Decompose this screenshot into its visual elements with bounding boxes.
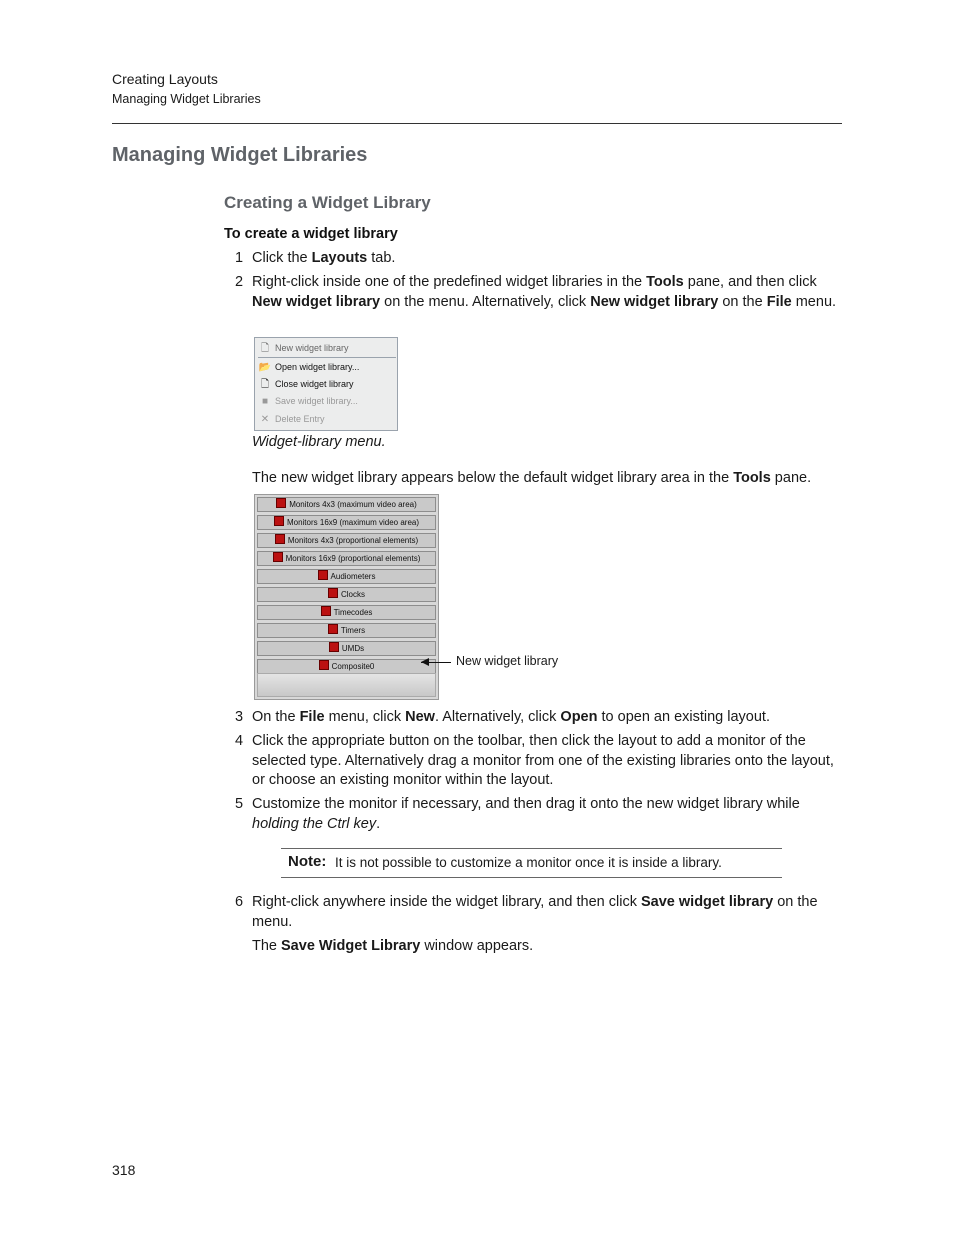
running-header-section: Managing Widget Libraries: [112, 92, 261, 106]
library-icon: [319, 660, 329, 670]
library-icon: [328, 624, 338, 634]
menu-item-new-widget-library: 🗋 New widget library: [258, 340, 396, 358]
library-icon: [329, 642, 339, 652]
widget-library-row: Monitors 16x9 (maximum video area): [257, 515, 436, 530]
library-icon: [321, 606, 331, 616]
open-folder-icon: 📂: [258, 362, 272, 373]
step-2-text: Right-click inside one of the predefined widget libraries in the Tools pane, and then click New widget library on the menu. Alternatively, click New widget library on the File menu.: [252, 274, 837, 310]
library-icon: [328, 588, 338, 598]
widget-library-menu-screenshot: [254, 337, 398, 431]
header-rule: [112, 123, 842, 124]
library-empty-area: [257, 673, 436, 697]
note-bottom-rule: [281, 877, 782, 878]
note-label: Note:: [288, 853, 327, 870]
procedure-title: To create a widget library: [224, 226, 398, 242]
widget-library-row: Monitors 4x3 (maximum video area): [257, 497, 436, 512]
step-1-text: Click the Layouts tab.: [252, 250, 396, 266]
menu-item-save-widget-library: ■ Save widget library...: [258, 393, 396, 410]
step-6-text: Right-click anywhere inside the widget library, and then click Save widget library on the menu.: [252, 894, 818, 930]
menu-item-delete-entry: ✕ Delete Entry: [258, 411, 396, 428]
callout-new-widget-library: New widget library: [456, 654, 559, 668]
step-3-text: On the File menu, click New. Alternatively, click Open to open an existing layout.: [252, 709, 770, 725]
section-heading: Managing Widget Libraries: [112, 144, 368, 166]
menu-item-open-widget-library: 📂 Open widget library...: [258, 359, 396, 376]
widget-library-row: UMDs: [257, 641, 436, 656]
widget-library-row-new: Composite0: [257, 659, 436, 674]
library-icon: [274, 516, 284, 526]
save-disk-icon: ■: [261, 396, 269, 407]
step-5-number: 5: [235, 796, 244, 812]
new-document-icon: 🗋: [260, 343, 270, 354]
step-1-number: 1: [235, 250, 244, 266]
widget-library-row: Audiometers: [257, 569, 436, 584]
step-3-number: 3: [235, 709, 244, 725]
step-4-text: Click the appropriate button on the toolbar, then click the layout to add a monitor of the selected type. Alternatively drag a monitor from one of the existing libraries onto the layout, or choose an existing monitor within the layout.: [252, 733, 834, 788]
menu-item-close-widget-library: 🗋 Close widget library: [258, 376, 396, 393]
widget-library-row: Timers: [257, 623, 436, 638]
step-6-result: The Save Widget Library window appears.: [252, 938, 534, 954]
step-6-number: 6: [235, 894, 244, 910]
running-header-chapter: Creating Layouts: [112, 71, 218, 87]
page-number: 318: [112, 1162, 136, 1178]
library-icon: [273, 552, 283, 562]
note-top-rule: [281, 848, 782, 849]
delete-x-icon: ✕: [260, 414, 270, 425]
library-icon: [276, 498, 286, 508]
subsection-heading: Creating a Widget Library: [224, 193, 431, 212]
callout-arrow-line: [421, 662, 451, 663]
close-document-icon: 🗋: [260, 379, 270, 390]
widget-library-row: Monitors 16x9 (proportional elements): [257, 551, 436, 566]
note-text: It is not possible to customize a monitor once it is inside a library.: [335, 855, 722, 870]
step-5-text: Customize the monitor if necessary, and then drag it onto the new widget library while holding the Ctrl key.: [252, 796, 800, 832]
step-2-number: 2: [235, 274, 244, 290]
figure-caption: Widget-library menu.: [252, 434, 386, 450]
widget-library-list-screenshot: [254, 494, 439, 700]
paragraph-new-library: The new widget library appears below the default widget library area in the Tools pane.: [252, 470, 812, 486]
library-icon: [318, 570, 328, 580]
widget-library-row: Timecodes: [257, 605, 436, 620]
step-4-number: 4: [235, 733, 244, 749]
library-icon: [275, 534, 285, 544]
widget-library-row: Clocks: [257, 587, 436, 602]
widget-library-row: Monitors 4x3 (proportional elements): [257, 533, 436, 548]
